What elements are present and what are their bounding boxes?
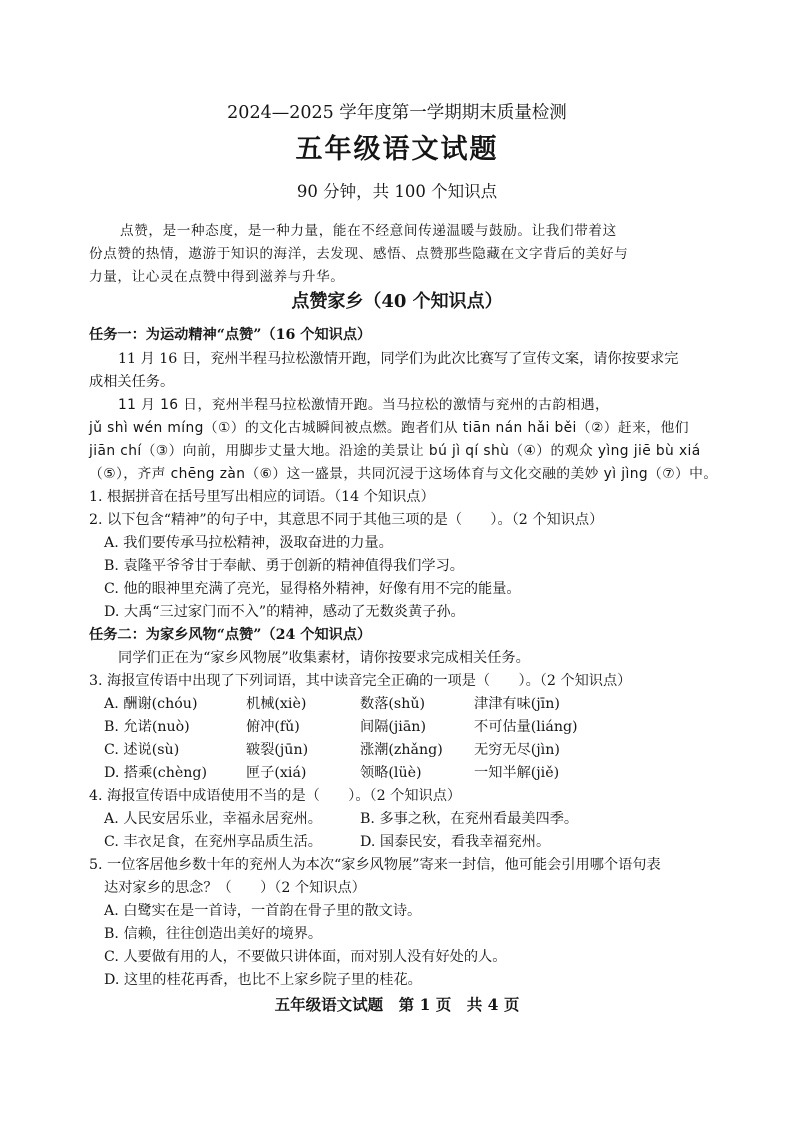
q5-option-b: B. 信赖，往往创造出美好的境界。 — [104, 926, 323, 942]
q3-row-b-word: 间隔(jiān) — [360, 719, 426, 735]
exam-header: 2024—2025 学年度第一学期期末质量检测 — [227, 103, 567, 123]
q3-row-d-word: 一知半解(jiě) — [474, 765, 560, 781]
q5-option-c: C. 人要做有用的人，不要做只讲体面，而对别人没有好处的人。 — [104, 949, 507, 965]
q3-row-b-word: B. 允诺(nuò) — [104, 719, 190, 735]
task1-desc: 成相关任务。 — [89, 374, 175, 390]
q3-row-a-word: 数落(shǔ) — [360, 696, 426, 712]
question-4: 4. 海报宣传语中成语使用不当的是（ ）。（2 个知识点） — [89, 788, 462, 804]
task2-title: 任务二：为家乡风物“点赞”（24 个知识点） — [89, 627, 372, 643]
q3-row-a-word: 津津有味(jīn) — [474, 696, 560, 712]
task1-desc: 11 月 16 日，兖州半程马拉松激情开跑，同学们为此次比赛写了宣传文案，请你按要求完 — [118, 351, 679, 367]
question-5: 达对家乡的思念？（ ）（2 个知识点） — [104, 880, 366, 896]
q2-option-b: B. 袁隆平爷爷甘于奉献、勇于创新的精神值得我们学习。 — [104, 558, 464, 574]
passage-line: 11 月 16 日，兖州半程马拉松激情开跑。当马拉松的激情与兖州的古韵相遇， — [118, 397, 610, 413]
passage-line: jǔ shì wén míng（①）的文化古城瞬间被点燃。跑者们从 tiān nán hǎi běi（②）赶来，他们 — [89, 420, 689, 436]
question-5: 5. 一位客居他乡数十年的兖州人为本次“家乡风物展”寄来一封信，他可能会引用哪个语句表 — [89, 857, 661, 873]
task2-desc: 同学们正在为“家乡风物展”收集素材，请你按要求完成相关任务。 — [118, 650, 530, 666]
q3-row-a-word: A. 酬谢(chóu) — [104, 696, 198, 712]
q3-row-d-word: 领略(lüè) — [360, 765, 422, 781]
q3-row-d-word: 匣子(xiá) — [246, 765, 307, 781]
q3-row-d-word: D. 搭乘(chèng) — [104, 765, 208, 781]
q5-option-d: D. 这里的桂花再香，也比不上家乡院子里的桂花。 — [104, 972, 422, 988]
intro-line: 力量，让心灵在点赞中得到滋养与升华。 — [89, 269, 345, 285]
question-1: 1. 根据拼音在括号里写出相应的词语。（14 个知识点） — [89, 489, 435, 505]
passage-line: （⑤），齐声 chēng zàn（⑥）这一盛景，共同沉浸于这场体育与文化交融的美妙 yì jìng（⑦）中。 — [89, 466, 718, 482]
q5-option-a: A. 白鹭实在是一首诗，一首韵在骨子里的散文诗。 — [104, 903, 422, 919]
question-2: 2. 以下包含“精神”的句子中，其意思不同于其他三项的是（ ）。（2 个知识点） — [89, 512, 604, 528]
q2-option-a: A. 我们要传承马拉松精神，汲取奋进的力量。 — [104, 535, 393, 551]
intro-line: 份点赞的热情，遨游于知识的海洋，去发现、感悟、点赞那些隐藏在文字背后的美好与 — [89, 246, 629, 262]
exam-subtitle: 90 分钟，共 100 个知识点 — [296, 182, 498, 201]
passage-line: jiān chí（③）向前，用脚步丈量大地。沿途的美景让 bú jì qí shù（④）的观众 yìng jiē bù xiá — [89, 443, 701, 459]
intro-line: 点赞，是一种态度，是一种力量，能在不经意间传递温暖与鼓励。让我们带着这 — [120, 223, 617, 239]
question-3: 3. 海报宣传语中出现了下列词语，其中读音完全正确的一项是（ ）。（2 个知识点） — [89, 673, 632, 689]
q4-option-c: C. 丰衣足食，在兖州享品质生活。 — [104, 834, 322, 850]
q4-option-d: D. 国泰民安，看我幸福兖州。 — [360, 834, 551, 850]
q3-row-a-word: 机械(xiè) — [246, 696, 307, 712]
q4-option-b: B. 多事之秋，在兖州看最美四季。 — [360, 811, 579, 827]
q3-row-b-word: 俯冲(fǔ) — [246, 719, 300, 735]
q3-row-c-word: 无穷无尽(jìn) — [474, 742, 560, 758]
q4-option-a: A. 人民安居乐业，幸福永居兖州。 — [104, 811, 322, 827]
q3-row-c-word: 皲裂(jūn) — [246, 742, 309, 758]
task1-title: 任务一：为运动精神“点赞”（16 个知识点） — [89, 327, 372, 343]
q2-option-d: D. 大禹“三过家门而不入”的精神，感动了无数炎黄子孙。 — [104, 604, 465, 620]
q3-row-c-word: 涨潮(zhǎng) — [360, 742, 443, 758]
page-title: 五年级语文试题 — [295, 134, 499, 165]
q3-row-c-word: C. 述说(sù) — [104, 742, 180, 758]
page-footer: 五年级语文试题 第 1 页 共 4 页 — [274, 995, 520, 1014]
q2-option-c: C. 他的眼神里充满了亮光，显得格外精神，好像有用不完的能量。 — [104, 581, 521, 597]
section-heading: 点赞家乡（40 个知识点） — [291, 291, 503, 312]
q3-row-b-word: 不可估量(liáng) — [474, 719, 578, 735]
